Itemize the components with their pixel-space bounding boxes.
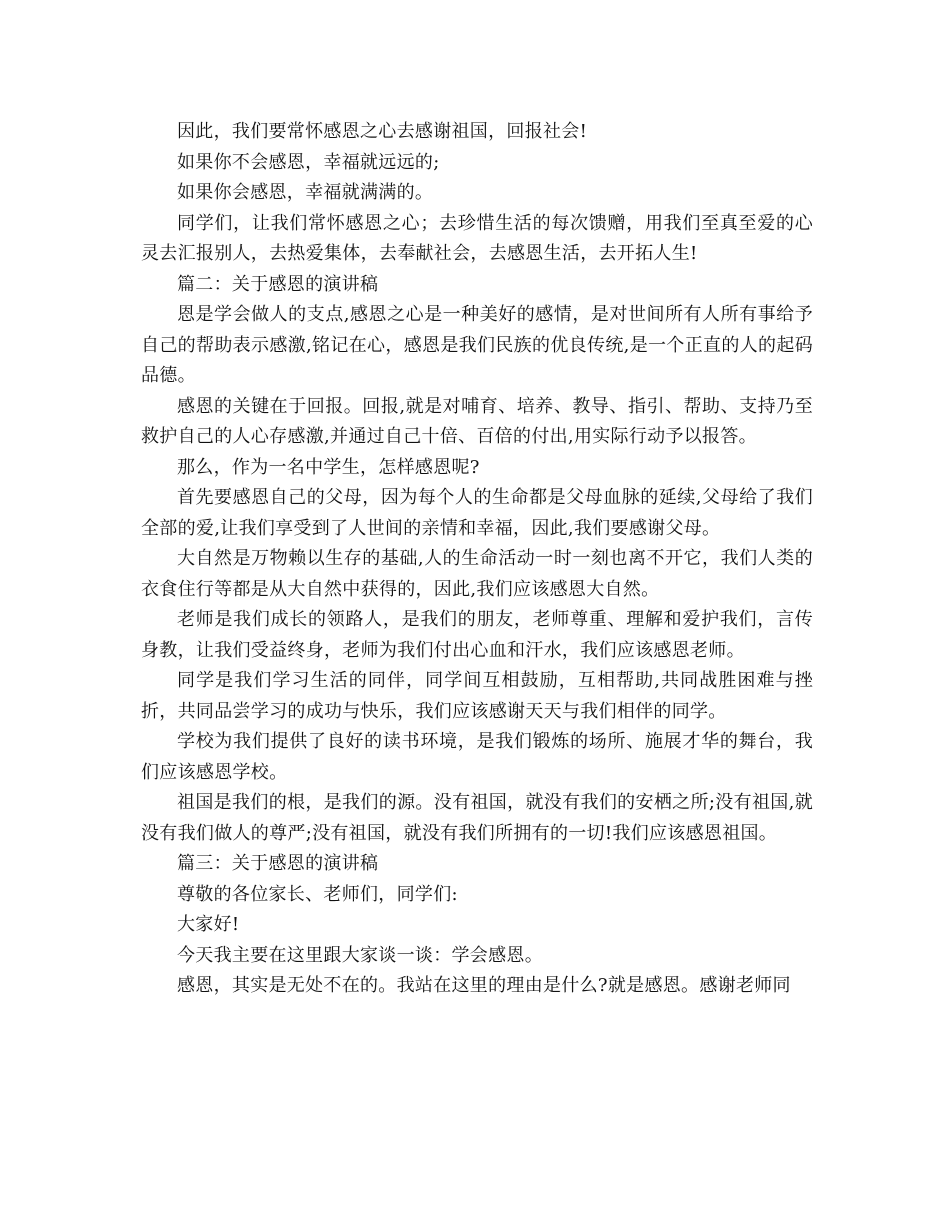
paragraph: 祖国是我们的根，是我们的源。没有祖国，就没有我们的安栖之所;没有祖国,就没有我们做人的尊严;没有祖国，就没有我们所拥有的一切!我们应该感恩祖国。 [141, 792, 813, 844]
paragraph: 大自然是万物赖以生存的基础,人的生命活动一时一刻也离不开它，我们人类的衣食住行等都是从大自然中获得的，因此,我们应该感恩大自然。 [141, 548, 813, 600]
section-heading: 篇三：关于感恩的演讲稿 [177, 853, 379, 874]
section-heading: 篇二：关于感恩的演讲稿 [177, 273, 379, 295]
paragraph: 学校为我们提供了良好的读书环境，是我们锻炼的场所、施展才华的舞台，我们应该感恩学校。 [141, 731, 813, 783]
paragraph: 感恩的关键在于回报。回报,就是对哺育、培养、教导、指引、帮助、支持乃至救护自己的人心存感激,并通过自己十倍、百倍的付出,用实际行动予以报答。 [141, 395, 813, 447]
paragraph: 如果你不会感恩，幸福就远远的; [177, 151, 440, 173]
greeting: 大家好! [177, 914, 240, 935]
salutation: 尊敬的各位家长、老师们，同学们: [177, 883, 458, 905]
document-page [141, 117, 813, 1002]
paragraph: 因此，我们要常怀感恩之心去感谢祖国，回报社会! [177, 121, 588, 142]
paragraph: 恩是学会做人的支点,感恩之心是一种美好的感情，是对世间所有人所有事给予自己的帮助表示感激,铭记在心，感恩是我们民族的优良传统,是一个正直的人的起码品德。 [141, 304, 813, 386]
paragraph: 今天我主要在这里跟大家谈一谈：学会感恩。 [177, 944, 543, 966]
paragraph: 感恩，其实是无处不在的。我站在这里的理由是什么?就是感恩。感谢老师同 [177, 975, 791, 996]
paragraph: 如果你会感恩，幸福就满满的。 [177, 182, 434, 203]
paragraph: 同学们，让我们常怀感恩之心；去珍惜生活的每次馈赠，用我们至真至爱的心灵去汇报别人，去热爱集体，去奉献社会，去感恩生活，去开拓人生! [141, 212, 813, 264]
paragraph: 那么，作为一名中学生，怎样感恩呢? [177, 456, 480, 478]
paragraph: 同学是我们学习生活的同伴，同学间互相鼓励，互相帮助,共同战胜困难与挫折，共同品尝学习的成功与快乐，我们应该感谢天天与我们相伴的同学。 [141, 670, 813, 722]
paragraph: 老师是我们成长的领路人，是我们的朋友，老师尊重、理解和爱护我们，言传身教，让我们受益终身，老师为我们付出心血和汗水，我们应该感恩老师。 [141, 609, 813, 661]
paragraph: 首先要感恩自己的父母，因为每个人的生命都是父母血脉的延续,父母给了我们全部的爱,让我们享受到了人世间的亲情和幸福，因此,我们要感谢父母。 [141, 487, 813, 539]
